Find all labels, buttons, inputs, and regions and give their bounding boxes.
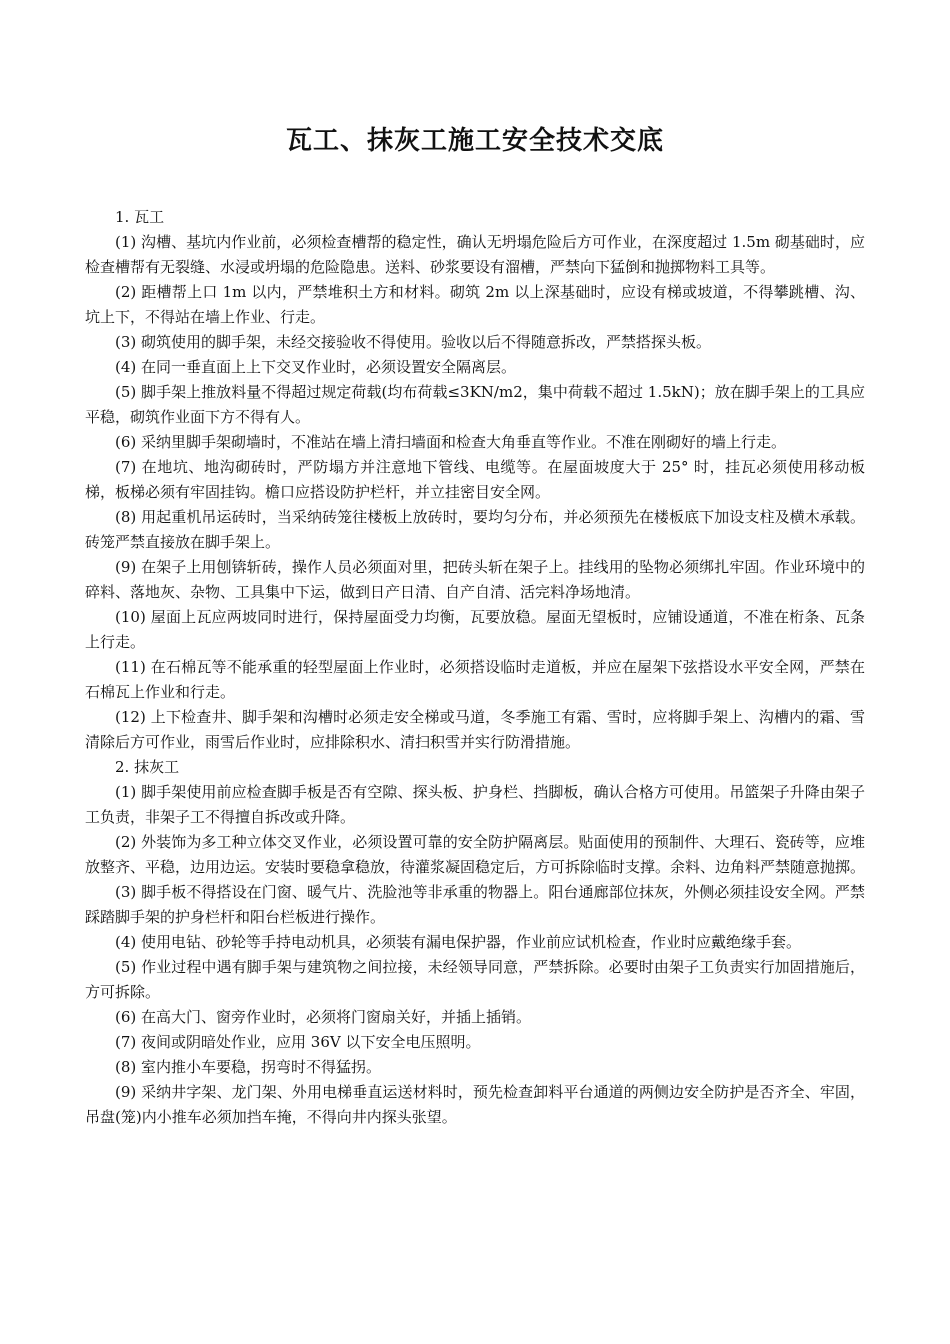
section-masonry bbox=[85, 205, 865, 755]
paragraph: (1) 脚手架使用前应检查脚手板是否有空隙、探头板、护身栏、挡脚板，确认合格方可使用。吊篮架子升降由架子工负责，非架子工不得擅自拆改或升降。 bbox=[85, 783, 865, 826]
document-body bbox=[85, 205, 865, 1130]
paragraph: (3) 砌筑使用的脚手架，未经交接验收不得使用。验收以后不得随意拆改，严禁搭探头板。 bbox=[115, 333, 712, 351]
section-heading: 2. 抹灰工 bbox=[115, 758, 180, 776]
paragraph: (4) 在同一垂直面上上下交叉作业时，必须设置安全隔离层。 bbox=[115, 358, 517, 376]
paragraph: (10) 屋面上瓦应两坡同时进行，保持屋面受力均衡，瓦要放稳。屋面无望板时，应铺设通道，不准在桁条、瓦条上行走。 bbox=[85, 608, 865, 651]
paragraph: (8) 室内推小车要稳，拐弯时不得猛拐。 bbox=[115, 1058, 382, 1076]
paragraph: (5) 脚手架上推放料量不得超过规定荷载(均布荷载≤3KN/m2，集中荷载不超过 1.5kN)；放在脚手架上的工具应平稳，砌筑作业面下方不得有人。 bbox=[85, 383, 865, 426]
paragraph: (8) 用起重机吊运砖时，当采纳砖笼往楼板上放砖时，要均匀分布，并必须预先在楼板底下加设支柱及横木承载。砖笼严禁直接放在脚手架上。 bbox=[85, 508, 865, 551]
paragraph: (3) 脚手板不得搭设在门窗、暖气片、洗脸池等非承重的物器上。阳台通廊部位抹灰，外侧必须挂设安全网。严禁踩踏脚手架的护身栏杆和阳台栏板进行操作。 bbox=[85, 883, 865, 926]
paragraph: (5) 作业过程中遇有脚手架与建筑物之间拉接，未经领导同意，严禁拆除。必要时由架子工负责实行加固措施后，方可拆除。 bbox=[85, 958, 865, 1001]
paragraph: (2) 外装饰为多工种立体交叉作业，必须设置可靠的安全防护隔离层。贴面使用的预制件、大理石、瓷砖等，应堆放整齐、平稳，边用边运。安装时要稳拿稳放，待灌浆凝固稳定后，方可拆除临时支撑。余料、边角料严禁随意抛掷。 bbox=[85, 833, 866, 876]
paragraph: (11) 在石棉瓦等不能承重的轻型屋面上作业时，必须搭设临时走道板，并应在屋架下弦搭设水平安全网，严禁在石棉瓦上作业和行走。 bbox=[85, 658, 865, 701]
paragraph: (7) 在地坑、地沟砌砖时，严防塌方并注意地下管线、电缆等。在屋面坡度大于 25° 时，挂瓦必须使用移动板梯，板梯必须有牢固挂钩。檐口应搭设防护栏杆，并立挂密目安全网。 bbox=[85, 458, 865, 501]
document-title: 瓦工、抹灰工施工安全技术交底 bbox=[285, 126, 664, 156]
paragraph: (4) 使用电钻、砂轮等手持电动机具，必须装有漏电保护器，作业前应试机检查，作业时应戴绝缘手套。 bbox=[115, 933, 802, 951]
paragraph: (7) 夜间或阴暗处作业，应用 36V 以下安全电压照明。 bbox=[115, 1033, 481, 1051]
paragraph: (2) 距槽帮上口 1m 以内，严禁堆积土方和材料。砌筑 2m 以上深基础时，应设有梯或坡道，不得攀跳槽、沟、坑上下，不得站在墙上作业、行走。 bbox=[85, 283, 865, 326]
paragraph: (6) 采纳里脚手架砌墙时，不准站在墙上清扫墙面和检查大角垂直等作业。不准在刚砌好的墙上行走。 bbox=[115, 433, 787, 451]
paragraph: (12) 上下检查井、脚手架和沟槽时必须走安全梯或马道，冬季施工有霜、雪时，应将脚手架上、沟槽内的霜、雪清除后方可作业，雨雪后作业时，应排除积水、清扫积雪并实行防滑措施。 bbox=[85, 708, 865, 751]
paragraph: (9) 采纳井字架、龙门架、外用电梯垂直运送材料时，预先检查卸料平台通道的两侧边安全防护是否齐全、牢固，吊盘(笼)内小推车必须加挡车掩，不得向井内探头张望。 bbox=[85, 1083, 865, 1126]
paragraph: (1) 沟槽、基坑内作业前，必须检查槽帮的稳定性，确认无坍塌危险后方可作业，在深度超过 1.5m 砌基础时，应检查槽帮有无裂缝、水浸或坍塌的危险隐患。送料、砂浆要设有溜槽，严禁向下猛倒和抛掷物料工具等。 bbox=[85, 233, 865, 276]
section-plastering bbox=[85, 755, 865, 1130]
section-heading: 1. 瓦工 bbox=[115, 208, 165, 226]
paragraph: (9) 在架子上用刨锛斩砖，操作人员必须面对里，把砖头斩在架子上。挂线用的坠物必须绑扎牢固。作业环境中的碎料、落地灰、杂物、工具集中下运，做到日产日清、自产自清、活完料净场地清。 bbox=[85, 558, 865, 601]
paragraph: (6) 在高大门、窗旁作业时，必须将门窗扇关好，并插上插销。 bbox=[115, 1008, 532, 1026]
